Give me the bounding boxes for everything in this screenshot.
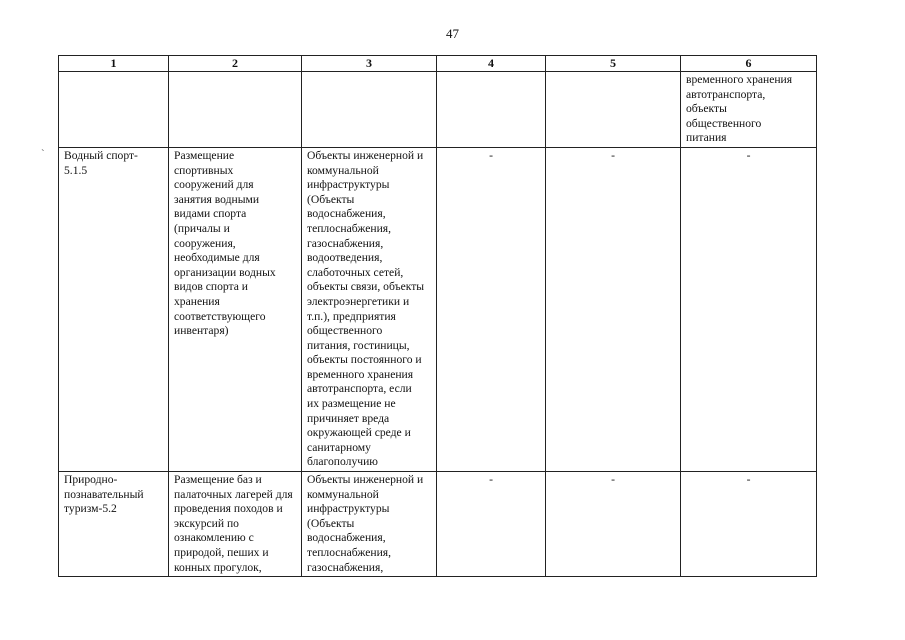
- table-cell: -: [546, 472, 681, 577]
- header-row: [59, 56, 817, 72]
- header-cell: 6: [681, 56, 817, 72]
- table-cell: -: [546, 147, 681, 471]
- table-cell: Природно- познавательный туризм-5.2: [59, 472, 169, 577]
- table-cell: [302, 72, 437, 148]
- table-cell: Объекты инженерной и коммунальной инфраструктуры (Объекты водоснабжения, теплоснабжения, газоснабжения,: [302, 472, 437, 577]
- table-cell: [59, 72, 169, 148]
- zoning-table: [58, 55, 817, 577]
- table-cell: Размещение спортивных сооружений для занятия водными видами спорта (причалы и сооружения, необходимые для организации водных видов спорта и хранения соответствующего инвентаря): [169, 147, 302, 471]
- table-cell: Водный спорт- 5.1.5: [59, 147, 169, 471]
- table-cell: -: [681, 472, 817, 577]
- header-cell: 3: [302, 56, 437, 72]
- header-cell: 1: [59, 56, 169, 72]
- table-cell: [437, 72, 546, 148]
- header-cell: 4: [437, 56, 546, 72]
- header-cell: 5: [546, 56, 681, 72]
- table-row: [59, 147, 817, 471]
- table-cell: [169, 72, 302, 148]
- stray-mark: `: [41, 148, 45, 160]
- table-row: [59, 72, 817, 148]
- table-cell: Размещение баз и палаточных лагерей для проведения походов и экскурсий по ознакомлению с природой, пеших и конных прогулок,: [169, 472, 302, 577]
- page-number: 47: [446, 26, 459, 41]
- table-row: [59, 472, 817, 577]
- table-cell: временного хранения автотранспорта, объекты общественного питания: [681, 72, 817, 148]
- table-cell: [546, 72, 681, 148]
- table-cell: -: [437, 147, 546, 471]
- header-cell: 2: [169, 56, 302, 72]
- table-cell: -: [681, 147, 817, 471]
- table-cell: -: [437, 472, 546, 577]
- table-cell: Объекты инженерной и коммунальной инфраструктуры (Объекты водоснабжения, теплоснабжения, газоснабжения, водоотведения, слаботочных сетей, объекты связи, объекты электроэнергетики и т.п.), предприятия общественного питания, гостиницы, объекты постоянного и временного хранения автотранспорта, если их размещение не причиняет вреда окружающей среде и санитарному благополучию: [302, 147, 437, 471]
